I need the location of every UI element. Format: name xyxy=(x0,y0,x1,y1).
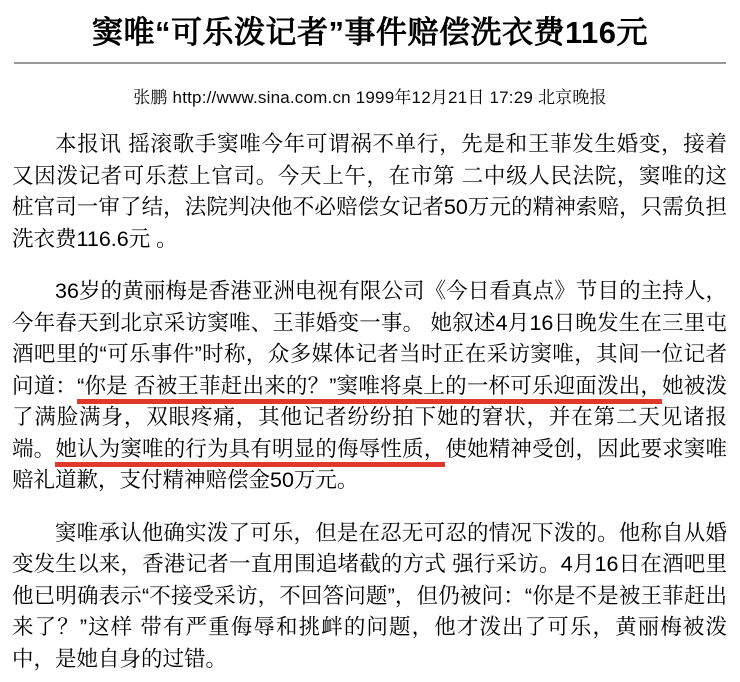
article-body xyxy=(12,129,727,675)
article-paragraph xyxy=(12,129,727,255)
paragraph-text: 窦唯承认他确实泼了可乐，但是在忍无可忍的情况下泼的。他称自从婚变发生以来，香港记者一直用围追堵截的方式 强行采访。4月16日在酒吧里他已明确表示“不接受采访，不回答问题”，但仍被问：“你是不是被王菲赶出来了？”这样 带有严重侮辱和挑衅的问题，他才泼出了可乐，黄丽梅被泼中，是她自身的过错。 xyxy=(12,520,727,671)
red-underlined-text: “你是 否被王菲赶出来的？”窦唯将桌上的一杯可乐迎面泼出， xyxy=(77,374,662,404)
paragraph-text: 她被泼了满脸满身，双眼疼痛，其他记者纷纷拍下她的窘状，并在第二天见诸报端。 xyxy=(12,373,727,461)
paragraph-text: 使她精神受创，因此要求窦唯赔礼道歉，支付精神赔偿金50万元。 xyxy=(12,436,727,492)
article-paragraph xyxy=(12,518,727,676)
article-byline: 张鹏 http://www.sina.com.cn 1999年12月21日 17:29 北京晚报 xyxy=(133,88,607,107)
article-paragraph xyxy=(12,276,727,497)
paragraph-text: 本报讯 摇滚歌手窦唯今年可谓祸不单行，先是和王菲发生婚变，接着又因泼记者可乐惹上官司。今天上午，在市第 二中级人民法院，窦唯的这桩官司一审了结，法院判决他不必赔偿女记者50万元的精神索赔，只需负担洗衣费116.6元 。 xyxy=(12,132,727,251)
paragraph-text: 36岁的黄丽梅是香港亚洲电视有限公司《今日看真点》节目的主持人，今年春天到北京采访窦唯、王菲婚变一事。 她叙述4月16日晚发生在三里屯酒吧里的“可乐事件”时称，众多媒体记者当时正在采访窦唯，其间一位记者问道： xyxy=(12,279,727,398)
page-title: 窦唯“可乐泼记者”事件赔偿洗衣费116元 xyxy=(91,15,648,50)
red-underlined-text: 她认为窦唯的行为具有明显的侮辱性质， xyxy=(55,437,445,467)
title-divider xyxy=(14,62,726,64)
